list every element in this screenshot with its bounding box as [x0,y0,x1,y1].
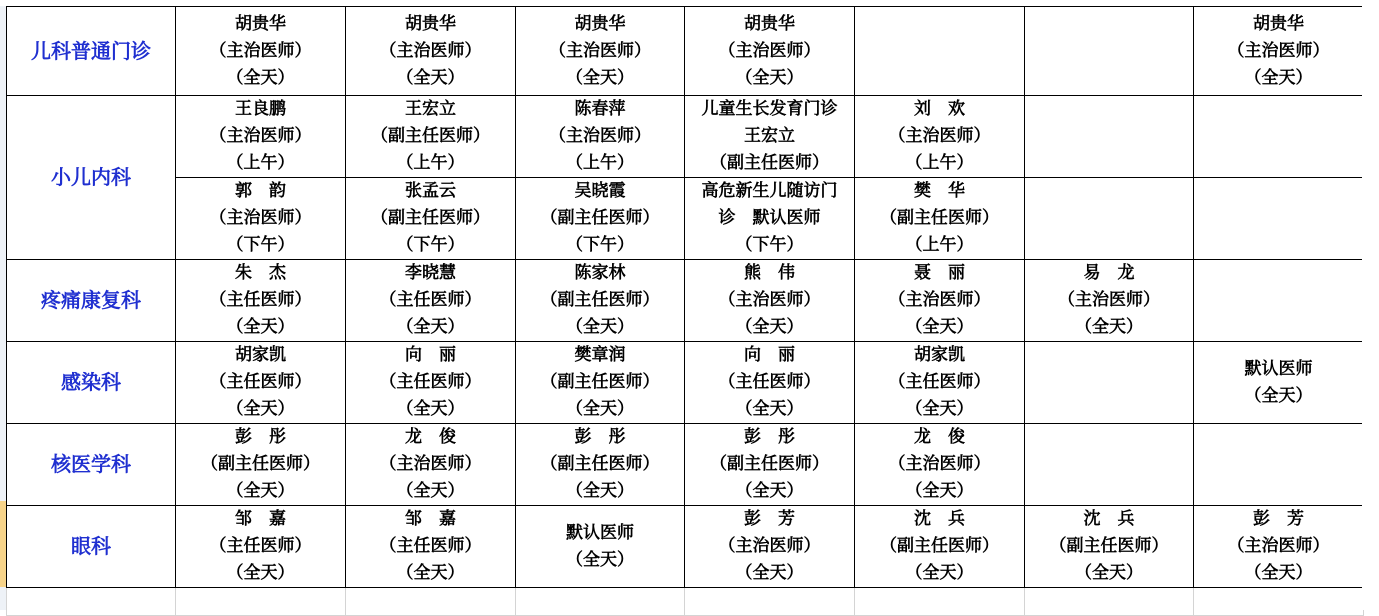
doctor-cell[interactable] [685,260,855,342]
doctor-cell[interactable] [855,96,1025,178]
doctor-cell[interactable] [1194,506,1364,588]
doctor-name: 胡贵华 [1253,13,1304,34]
doctor-detail: （主任医师） [209,290,312,310]
doctor-name: 龙 俊 [405,427,456,447]
doctor-detail: （全天） [566,67,634,88]
doctor-cell[interactable] [1025,506,1194,588]
sheet-right-edge [1362,6,1379,610]
doctor-detail: （主任医师） [718,372,821,392]
doctor-detail: （全天） [226,399,295,419]
doctor-cell[interactable] [516,424,685,506]
doctor-detail: （主治医师） [209,40,312,61]
doctor-detail: （上午） [396,153,465,173]
doctor-name: 向 丽 [405,345,456,365]
doctor-cell[interactable] [1025,260,1194,342]
doctor-cell[interactable] [346,7,516,96]
doctor-name: 刘 欢 [914,99,965,119]
doctor-cell[interactable] [176,424,346,506]
doctor-detail: （副主任医师） [540,290,660,310]
doctor-detail: （副主任医师） [710,153,829,173]
schedule-row [7,424,1364,506]
doctor-detail: （下午） [566,235,634,255]
doctor-cell[interactable] [346,342,516,424]
doctor-detail: （全天） [735,399,804,419]
doctor-detail: （主治医师） [718,40,821,61]
doctor-cell[interactable] [1025,424,1194,506]
doctor-detail: （副主任医师） [540,454,660,474]
doctor-detail: （全天） [1244,385,1313,406]
doctor-name: 李晓慧 [405,263,456,283]
doctor-cell[interactable] [516,506,685,588]
doctor-detail: （主任医师） [379,290,482,310]
doctor-detail: （主治医师） [1227,536,1330,556]
doctor-detail: （副主任医师） [540,208,660,228]
doctor-cell[interactable] [176,342,346,424]
doctor-cell[interactable] [1194,424,1364,506]
doctor-detail: （主任医师） [888,372,991,392]
doctor-detail: （主任医师） [379,372,482,392]
department-cell[interactable]: 儿科普通门诊 [7,7,176,96]
doctor-detail: （副主任医师） [1049,536,1169,556]
doctor-detail: （主治医师） [209,208,312,228]
doctor-detail: （全天） [1075,563,1143,583]
doctor-detail: （主任医师） [209,536,312,556]
doctor-detail: （全天） [905,563,974,583]
doctor-detail: （主治医师） [718,536,821,556]
doctor-cell[interactable] [176,96,346,178]
doctor-detail: （全天） [735,563,804,583]
schedule-row [7,260,1364,342]
doctor-cell[interactable] [516,96,685,178]
doctor-name: 胡贵华 [574,13,626,34]
empty-row [7,588,1364,616]
doctor-cell[interactable] [1194,178,1364,260]
doctor-detail: （全天） [226,563,295,583]
doctor-detail: （主治医师） [888,126,991,146]
doctor-detail: （副主任医师） [540,372,660,392]
doctor-cell[interactable] [516,7,685,96]
doctor-cell[interactable] [176,7,346,96]
doctor-name: 樊章润 [574,345,626,365]
doctor-cell[interactable] [516,260,685,342]
doctor-detail: （全天） [1244,563,1313,583]
doctor-detail: （全天） [566,481,634,501]
doctor-cell[interactable] [346,424,516,506]
empty-cell[interactable] [1025,588,1194,616]
doctor-name: 邹 嘉 [235,509,286,529]
doctor-name: 彭 彤 [235,427,286,447]
doctor-cell[interactable] [1025,7,1194,96]
doctor-name: 胡家凯 [914,345,965,365]
doctor-name: 胡贵华 [744,13,795,34]
doctor-cell[interactable] [176,506,346,588]
doctor-name: 朱 杰 [235,263,286,283]
doctor-detail: （主治医师） [549,126,651,146]
doctor-cell[interactable] [1194,96,1364,178]
doctor-detail: （全天） [226,481,295,501]
doctor-cell[interactable] [685,424,855,506]
doctor-cell[interactable] [516,342,685,424]
doctor-detail: （副主任医师） [710,454,829,474]
doctor-name: 彭 芳 [1253,509,1304,529]
doctor-name: 胡家凯 [235,345,286,365]
doctor-detail: （全天） [566,399,634,419]
doctor-detail: （副主任医师） [371,126,490,146]
doctor-cell[interactable] [1194,342,1364,424]
doctor-detail: （全天） [1244,67,1313,88]
doctor-detail: （上午） [905,235,974,255]
doctor-cell[interactable] [685,96,855,178]
doctor-cell[interactable] [1194,260,1364,342]
doctor-name: 彭 彤 [744,427,795,447]
doctor-detail: （副主任医师） [201,454,320,474]
doctor-cell[interactable] [685,506,855,588]
doctor-name: 彭 芳 [744,509,795,529]
doctor-detail: （副主任医师） [880,536,999,556]
doctor-detail: （主治医师） [888,290,991,310]
doctor-cell[interactable] [685,342,855,424]
doctor-cell[interactable] [1025,342,1194,424]
doctor-detail: （全天） [1075,317,1143,337]
doctor-name: 高危新生儿随访门 [701,181,838,201]
doctor-name: 向 丽 [744,345,795,365]
doctor-detail: （全天） [226,317,295,337]
empty-cell[interactable] [346,588,516,616]
doctor-detail: （主治医师） [379,454,482,474]
doctor-name: 儿童生长发育门诊 [701,99,838,119]
doctor-cell[interactable] [855,7,1025,96]
doctor-detail: （全天） [396,563,465,583]
doctor-detail: （全天） [226,67,295,88]
doctor-name: 沈 兵 [1083,509,1135,529]
doctor-name: 彭 彤 [574,427,626,447]
doctor-cell[interactable] [176,178,346,260]
doctor-cell[interactable] [685,178,855,260]
doctor-detail: （上午） [226,153,295,173]
empty-cell[interactable] [7,588,176,616]
department-cell[interactable]: 小儿内科 [7,96,176,260]
doctor-detail: （全天） [905,317,974,337]
doctor-name: 郭 韵 [235,181,286,201]
doctor-name: 沈 兵 [914,509,965,529]
doctor-cell[interactable] [516,178,685,260]
doctor-name: 吴晓霞 [574,181,626,201]
doctor-detail: （下午） [226,235,295,255]
doctor-detail: 王宏立 [744,126,795,146]
doctor-name: 默认医师 [566,522,634,543]
doctor-detail: （全天） [396,67,465,88]
doctor-cell[interactable] [346,260,516,342]
schedule-table [6,6,1364,616]
doctor-detail: （全天） [566,317,634,337]
doctor-cell[interactable] [855,260,1025,342]
department-cell[interactable]: 核医学科 [7,424,176,506]
doctor-detail: （全天） [905,481,974,501]
doctor-cell[interactable] [855,178,1025,260]
doctor-name: 聂 丽 [914,263,965,283]
doctor-cell[interactable] [1025,96,1194,178]
doctor-detail: （下午） [396,235,465,255]
schedule-row [7,178,1364,260]
department-cell[interactable]: 疼痛康复科 [7,260,176,342]
doctor-cell[interactable] [346,96,516,178]
doctor-name: 陈家林 [574,263,626,283]
doctor-name: 默认医师 [1244,358,1313,379]
doctor-detail: （上午） [905,153,974,173]
doctor-cell[interactable] [855,342,1025,424]
doctor-name: 王宏立 [405,99,456,119]
doctor-cell[interactable] [685,7,855,96]
doctor-detail: （主任医师） [379,536,482,556]
doctor-name: 王良鹏 [235,99,286,119]
doctor-detail: （全天） [735,67,804,88]
doctor-name: 张孟云 [405,181,456,201]
doctor-name: 陈春萍 [574,99,626,119]
doctor-cell[interactable] [1194,7,1364,96]
doctor-detail: （主治医师） [379,40,482,61]
doctor-detail: （副主任医师） [371,208,490,228]
doctor-detail: （副主任医师） [880,208,999,228]
doctor-detail: （全天） [735,481,804,501]
doctor-detail: （主治医师） [209,126,312,146]
doctor-cell[interactable] [855,506,1025,588]
doctor-detail: （上午） [566,153,634,173]
doctor-detail: （主治医师） [718,290,821,310]
schedule-row [7,342,1364,424]
doctor-detail: （全天） [396,399,465,419]
doctor-cell[interactable] [346,506,516,588]
doctor-detail: （主治医师） [1227,40,1330,61]
doctor-detail: （主治医师） [1058,290,1160,310]
doctor-cell[interactable] [346,178,516,260]
doctor-name: 胡贵华 [235,13,286,34]
doctor-detail: （全天） [735,317,804,337]
doctor-detail: （主任医师） [209,372,312,392]
doctor-detail: （全天） [396,317,465,337]
schedule-row [7,96,1364,178]
doctor-name: 易 龙 [1083,263,1135,283]
empty-cell[interactable] [1194,588,1364,616]
empty-cell[interactable] [855,588,1025,616]
doctor-name: 邹 嘉 [405,509,456,529]
doctor-detail: 诊 默认医师 [718,208,821,228]
doctor-cell[interactable] [176,260,346,342]
schedule-row [7,7,1364,96]
doctor-detail: （下午） [735,235,804,255]
doctor-cell[interactable] [1025,178,1194,260]
department-cell[interactable]: 眼科 [7,506,176,588]
doctor-detail: （全天） [396,481,465,501]
doctor-name: 樊 华 [914,181,965,201]
empty-cell[interactable] [685,588,855,616]
schedule-row [7,506,1364,588]
empty-cell[interactable] [516,588,685,616]
doctor-name: 胡贵华 [405,13,456,34]
doctor-detail: （主治医师） [888,454,991,474]
empty-cell[interactable] [176,588,346,616]
doctor-name: 龙 俊 [914,427,965,447]
doctor-detail: （主治医师） [549,40,651,61]
doctor-detail: （全天） [905,399,974,419]
doctor-name: 熊 伟 [744,263,795,283]
doctor-detail: （全天） [566,549,634,570]
doctor-cell[interactable] [855,424,1025,506]
department-cell[interactable]: 感染科 [7,342,176,424]
